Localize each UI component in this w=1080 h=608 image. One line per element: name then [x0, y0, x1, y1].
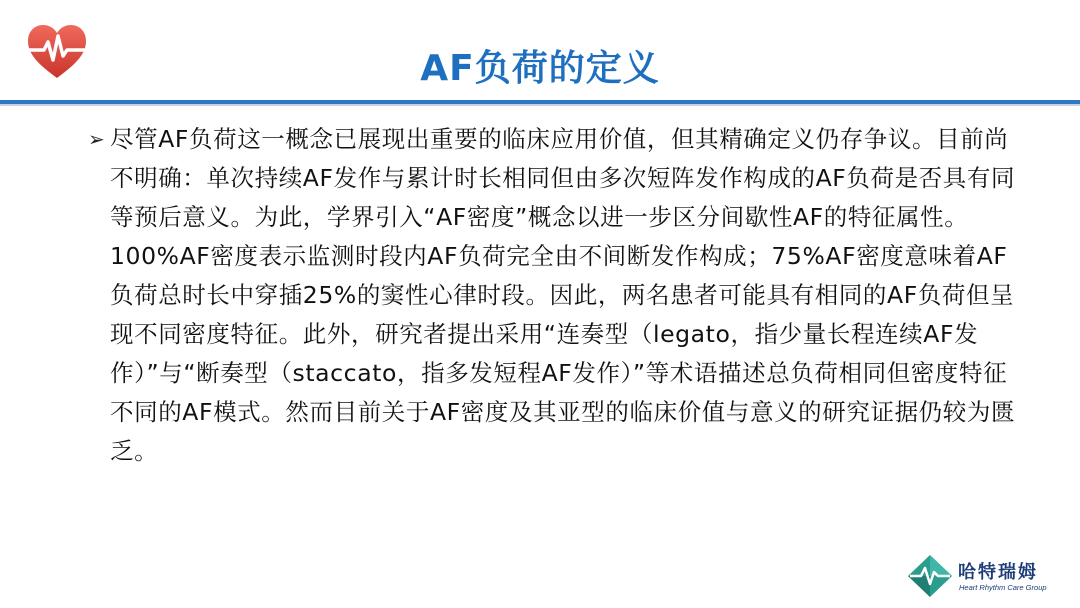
brand-logo: [906, 553, 1066, 599]
brand-name-en: Heart Rhythm Care Group: [959, 583, 1047, 592]
page-title: AF负荷的定义: [420, 48, 660, 89]
arrow-bullet-icon: ➢: [88, 127, 106, 151]
content-body: [88, 120, 1028, 471]
brand-name-cn: 哈特瑞姆: [958, 562, 1038, 583]
body-paragraph: 尽管AF负荷这一概念已展现出重要的临床应用价值，但其精确定义仍存争议。目前尚不明确：单次持续AF发作与累计时长相同但由多次短阵发作构成的AF负荷是否具有同等预后意义。为此，学界引入“AF密度”概念以进一步区分间歇性AF的特征属性。100%AF密度表示监测时段内AF负荷完全由不间断发作构成；75%AF密度意味着AF负荷总时长中穿插25%的窦性心律时段。因此，两名患者可能具有相同的AF负荷但呈现不同密度特征。此外，研究者提出采用“连奏型（legato，指少量长程连续AF发作）”与“断奏型（staccato，指多发短程AF发作）”等术语描述总负荷相同但密度特征不同的AF模式。然而目前关于AF密度及其亚型的临床价值与意义的研究证据仍较为匮乏。: [110, 125, 1016, 465]
diamond-pulse-logo-icon: [906, 553, 954, 599]
title-divider: [0, 100, 1080, 106]
